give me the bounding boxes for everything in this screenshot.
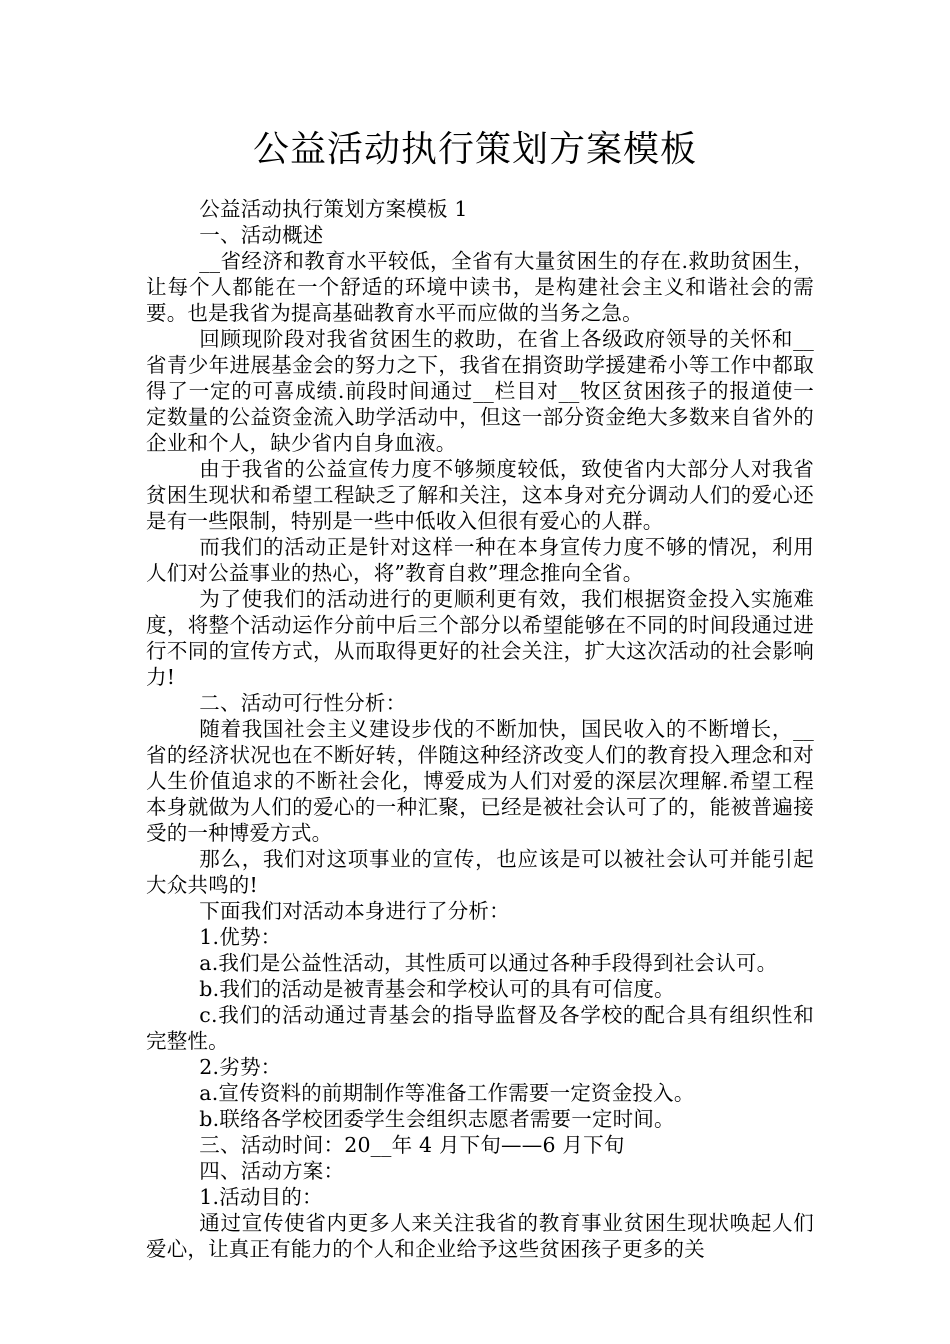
document-body	[146, 196, 814, 1262]
paragraph-3: __省经济和教育水平较低，全省有大量贫困生的存在.救助贫困生，让每个人都能在一个舒适的环境中读书，是构建社会主义和谐社会的需要。也是我省为提高基础教育水平而应做的当务之急。	[146, 249, 814, 325]
paragraph-11: 下面我们对活动本身进行了分析：	[199, 899, 510, 923]
paragraph-22: 通过宣传使省内更多人来关注我省的教育事业贫困生现状唤起人们爱心，让真正有能力的个人和企业给予这些贫困孩子更多的关	[146, 1211, 814, 1261]
paragraph-2: 一、活动概述	[199, 223, 324, 247]
paragraph-6: 而我们的活动正是针对这样一种在本身宣传力度不够的情况，利用人们对公益事业的热心，将”教育自救”理念推向全省。	[146, 535, 814, 585]
paragraph-19: 三、活动时间：20__年 4 月下旬——6 月下旬	[199, 1133, 625, 1157]
paragraph-10: 那么，我们对这项事业的宣传，也应该是可以被社会认可并能引起大众共鸣的!	[146, 847, 814, 897]
paragraph-1: 公益活动执行策划方案模板 1	[199, 197, 468, 221]
paragraph-12: 1.优势：	[199, 925, 282, 949]
paragraph-7: 为了使我们的活动进行的更顺利更有效，我们根据资金投入实施难度，将整个活动运作分前中后三个部分以希望能够在不同的时间段通过进行不同的宣传方式，从而取得更好的社会关注，扩大这次活动的社会影响力!	[146, 587, 814, 689]
paragraph-21: 1.活动目的：	[199, 1185, 323, 1209]
paragraph-4: 回顾现阶段对我省贫困生的救助，在省上各级政府领导的关怀和__省青少年进展基金会的努力之下，我省在捐资助学援建希小等工作中都取得了一定的可喜成绩.前段时间通过__栏目对__牧区贫困孩子的报道使一定数量的公益资金流入助学活动中，但这一部分资金绝大多数来自省外的企业和个人，缺少省内自身血液。	[146, 327, 814, 455]
paragraph-18: b.联络各学校团委学生会组织志愿者需要一定时间。	[199, 1107, 675, 1131]
paragraph-20: 四、活动方案：	[199, 1159, 345, 1183]
document-title: 公益活动执行策划方案模板	[252, 129, 697, 170]
paragraph-16: 2.劣势：	[199, 1055, 282, 1079]
paragraph-8: 二、活动可行性分析：	[199, 691, 407, 715]
paragraph-5: 由于我省的公益宣传力度不够频度较低，致使省内大部分人对我省贫困生现状和希望工程缺乏了解和关注，这本身对充分调动人们的爱心还是有一些限制，特别是一些中低收入但很有爱心的人群。	[146, 457, 814, 533]
paragraph-13: a.我们是公益性活动，其性质可以通过各种手段得到社会认可。	[199, 951, 778, 975]
paragraph-17: a.宣传资料的前期制作等准备工作需要一定资金投入。	[199, 1081, 695, 1105]
paragraph-15: c.我们的活动通过青基会的指导监督及各学校的配合具有组织性和完整性。	[146, 1003, 814, 1053]
paragraph-14: b.我们的活动是被青基会和学校认可的具有可信度。	[199, 977, 675, 1001]
paragraph-9: 随着我国社会主义建设步伐的不断加快，国民收入的不断增长，__省的经济状况也在不断好转，伴随这种经济改变人们的教育投入理念和对人生价值追求的不断社会化，博爱成为人们对爱的深层次理解.希望工程本身就做为人们的爱心的一种汇聚，已经是被社会认可了的，能被普遍接受的一种博爱方式。	[146, 717, 814, 845]
